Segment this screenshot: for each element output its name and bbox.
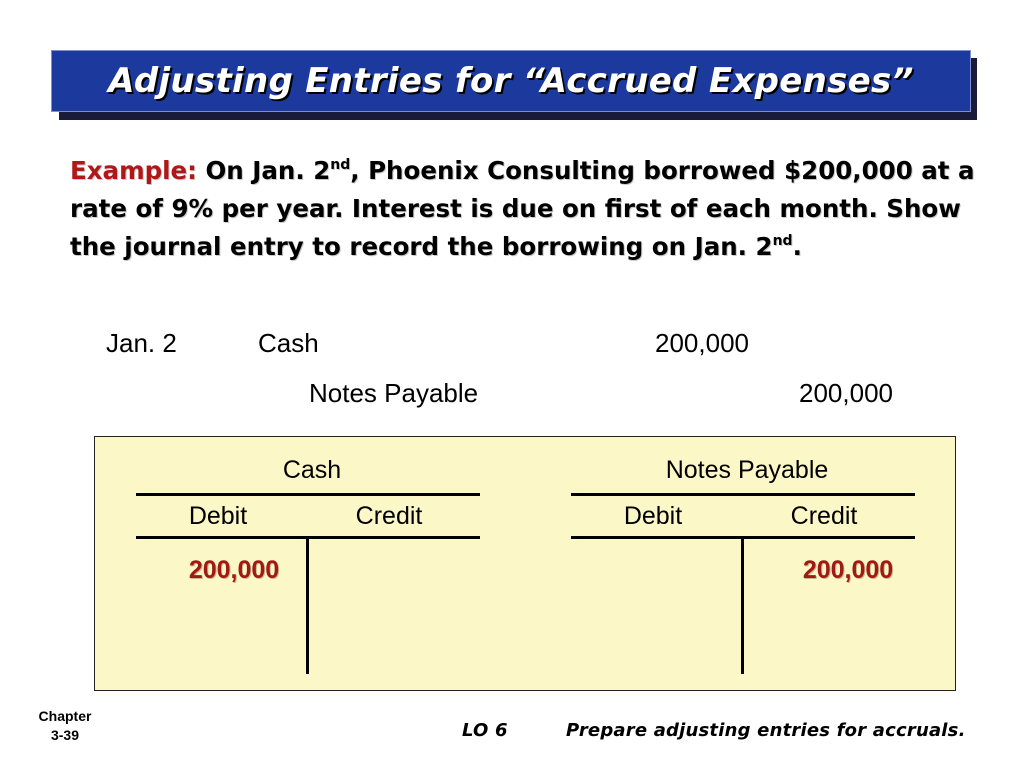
t-account-notes-payable-title: Notes Payable [665, 456, 829, 484]
t-account-cash-credit-label: Credit [355, 502, 423, 530]
t-account-notes-payable-debit-label: Debit [623, 502, 683, 530]
t-account-cash-debit-label: Debit [188, 502, 248, 530]
t-account-notes-payable-credit-value: 200,000 [802, 556, 894, 584]
example-label: Example: [70, 156, 197, 185]
example-text-3: . [792, 232, 802, 261]
example-paragraph [70, 152, 1000, 266]
entry-debit-amount: 200,000 [655, 328, 749, 358]
t-account-cash-debit-value: 200,000 [188, 556, 280, 584]
t-accounts-panel [94, 436, 956, 691]
example-text-1: On Jan. 2 [196, 156, 331, 185]
learning-objective-number: LO 6 [462, 720, 508, 741]
slide-title: Adjusting Entries for “Accrued Expenses” [108, 61, 914, 101]
entry-credit-amount: 200,000 [799, 378, 893, 408]
example-sup-2: nd [772, 233, 793, 249]
t-account-cash-divider [306, 536, 309, 674]
entry-date: Jan. 2 [106, 328, 177, 358]
t-account-cash-top-line [136, 493, 480, 496]
example-text-2: , Phoenix Consulting borrowed $200,000 at a rate of 9% per year. Interest is due on first of each month. Show the journal entry to record the borrowing on Jan. 2 [70, 156, 975, 261]
entry-credit-account: Notes Payable [309, 378, 479, 408]
chapter-number: 3-39 [50, 727, 80, 743]
chapter-label [18, 707, 112, 745]
title-bar [51, 50, 971, 112]
example-sup-1: nd [330, 157, 351, 173]
learning-objective-text: Prepare adjusting entries for accruals. [566, 720, 966, 741]
t-account-notes-payable-divider [741, 536, 744, 674]
t-account-cash-title: Cash [282, 456, 342, 484]
entry-debit-account: Cash [258, 328, 319, 358]
t-account-notes-payable-credit-label: Credit [790, 502, 858, 530]
chapter-word: Chapter [38, 708, 92, 724]
t-account-notes-payable-top-line [571, 493, 915, 496]
